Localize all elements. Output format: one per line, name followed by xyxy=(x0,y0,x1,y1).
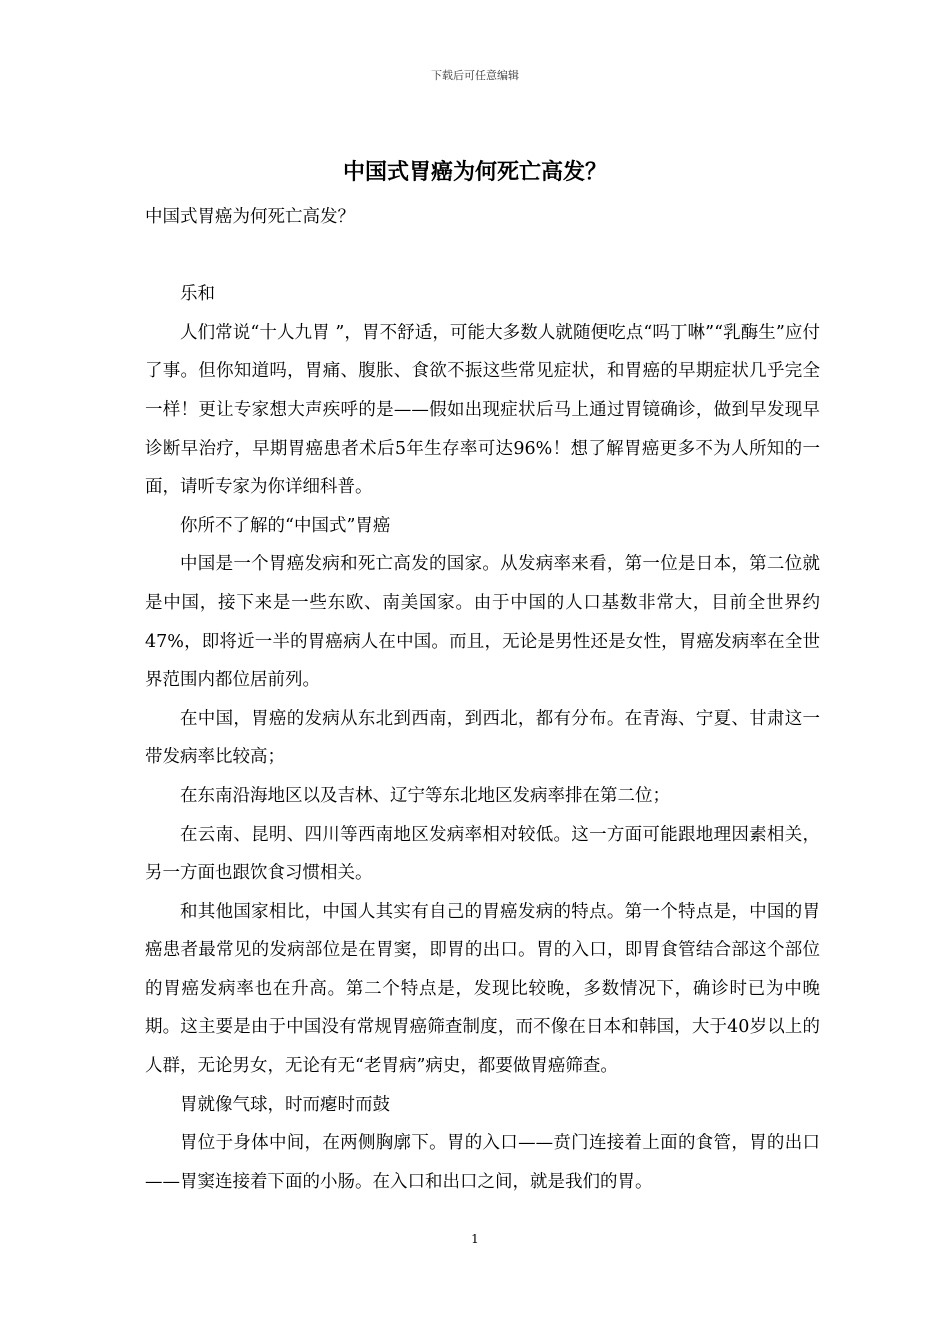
body-paragraph: 在东南沿海地区以及吉林、辽宁等东北地区发病率排在第二位； xyxy=(180,785,670,806)
subtitle-paragraph: 中国式胃癌为何死亡高发？ xyxy=(145,207,355,227)
body-paragraph: 在中国，胃癌的发病从东北到西南，到西北，都有分布。在青海、宁夏、甘肃这一带发病率比较高； xyxy=(145,708,820,768)
header-note: 下载后可任意编辑 xyxy=(431,69,519,82)
body-paragraph: 和其他国家相比，中国人其实有自己的胃癌发病的特点。第一个特点是，中国的胃癌患者最常见的发病部位是在胃窦，即胃的出口。胃的入口，即胃食管结合部这个部位的胃癌发病率也在升高。第二个特点是，发现比较晚，多数情况下，确诊时已为中晚期。这主要是由于中国没有常规胃癌筛查制度，而不像在日本和韩国，大于40岁以上的人群，无论男女，无论有无“老胃病”病史，都要做胃癌筛查。 xyxy=(145,901,820,1077)
document-title: 中国式胃癌为何死亡高发？ xyxy=(342,160,607,185)
body-paragraph: 中国是一个胃癌发病和死亡高发的国家。从发病率来看，第一位是日本，第二位就是中国，接下来是一些东欧、南美国家。由于中国的人口基数非常大，目前全世界约47%，即将近一半的胃癌病人在中国。而且，无论是男性还是女性，胃癌发病率在全世界范围内都位居前列。 xyxy=(145,554,820,691)
section-heading: 胃就像气球，时而瘪时而鼓 xyxy=(180,1094,390,1115)
body-paragraph: 人们常说“十人九胃 ”，胃不舒适，可能大多数人就随便吃点“吗丁啉”“乳酶生”应付了事。但你知道吗，胃痛、腹胀、食欲不振这些常见症状，和胃癌的早期症状几乎完全一样！更让专家想大声疾呼的是——假如出现症状后马上通过胃镜确诊，做到早发现早诊断早治疗，早期胃癌患者术后5年生存率可达96%！想了解胃癌更多不为人所知的一面，请听专家为你详细科普。 xyxy=(145,322,820,498)
page-number: 1 xyxy=(471,1232,479,1246)
author-line: 乐和 xyxy=(180,284,215,305)
body-paragraph: 胃位于身体中间，在两侧胸廓下。胃的入口——贲门连接着上面的食管，胃的出口——胃窦连接着下面的小肠。在入口和出口之间，就是我们的胃。 xyxy=(145,1133,820,1192)
blank-line xyxy=(145,237,820,276)
body-paragraph: 在云南、昆明、四川等西南地区发病率相对较低。这一方面可能跟地理因素相关，另一方面也跟饮食习惯相关。 xyxy=(145,824,820,884)
section-heading: 你所不了解的“中国式”胃癌 xyxy=(180,515,391,536)
document-body xyxy=(145,198,820,1201)
